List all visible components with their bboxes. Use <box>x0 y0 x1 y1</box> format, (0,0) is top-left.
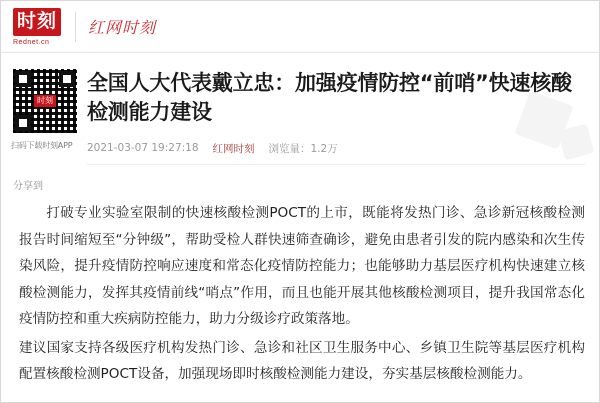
article-paragraph: 打破专业实验室限制的快速核酸检测POCT的上市，既能将发热门诊、急诊新冠核酸检测报告时间缩短至“分钟级”，帮助受检人群快速筛查确诊，避免由患者引发的院内感染和次生传染风险，提升疫情防控响应速度和常态化疫情防控能力；也能够助力基层医疗机构快速建立核酸检测能力，发挥其疫情前线“哨点”作用，而且也能开展其他核酸检测项目，提升我国常态化疫情防控和重大疾病防控能力，助力分级诊疗政策落地。 <box>19 205 585 327</box>
logo-badge: 时刻 <box>13 8 61 36</box>
article-timestamp: 2021-03-07 19:27:18 <box>87 142 199 155</box>
site-logo[interactable] <box>13 8 61 46</box>
site-header <box>1 1 599 53</box>
page-title: 全国人大代表戴立忠：加强疫情防控“前哨”快速核酸检测能力建设 <box>87 71 572 124</box>
qr-caption: 扫码下载时刻APP <box>11 141 73 150</box>
qr-code-icon <box>11 67 79 135</box>
content-area <box>1 53 599 192</box>
logo-subtitle: Rednet.cn <box>13 38 50 46</box>
qr-corner-icon <box>15 115 31 131</box>
article-meta <box>87 141 585 165</box>
article-header-column <box>87 53 599 192</box>
article-source[interactable]: 红网时刻 <box>212 142 255 155</box>
article-paragraph: 建议国家支持各级医疗机构发热门诊、急诊和社区卫生服务中心、乡镇卫生院等基层医疗机构配置核酸检测POCT设备，加强现场即时核酸检测能力建设，夯实基层核酸检测能力。 <box>19 339 585 382</box>
brand-script-logo: 红网时刻 <box>88 18 157 37</box>
share-label: 分享到 <box>13 181 43 192</box>
left-rail <box>1 53 87 192</box>
article-body <box>1 200 599 388</box>
logo-mark <box>13 8 61 36</box>
header-divider <box>75 12 76 42</box>
article-views: 浏览量：1.2万 <box>268 142 338 155</box>
qr-center-label: 时刻 <box>34 95 56 107</box>
